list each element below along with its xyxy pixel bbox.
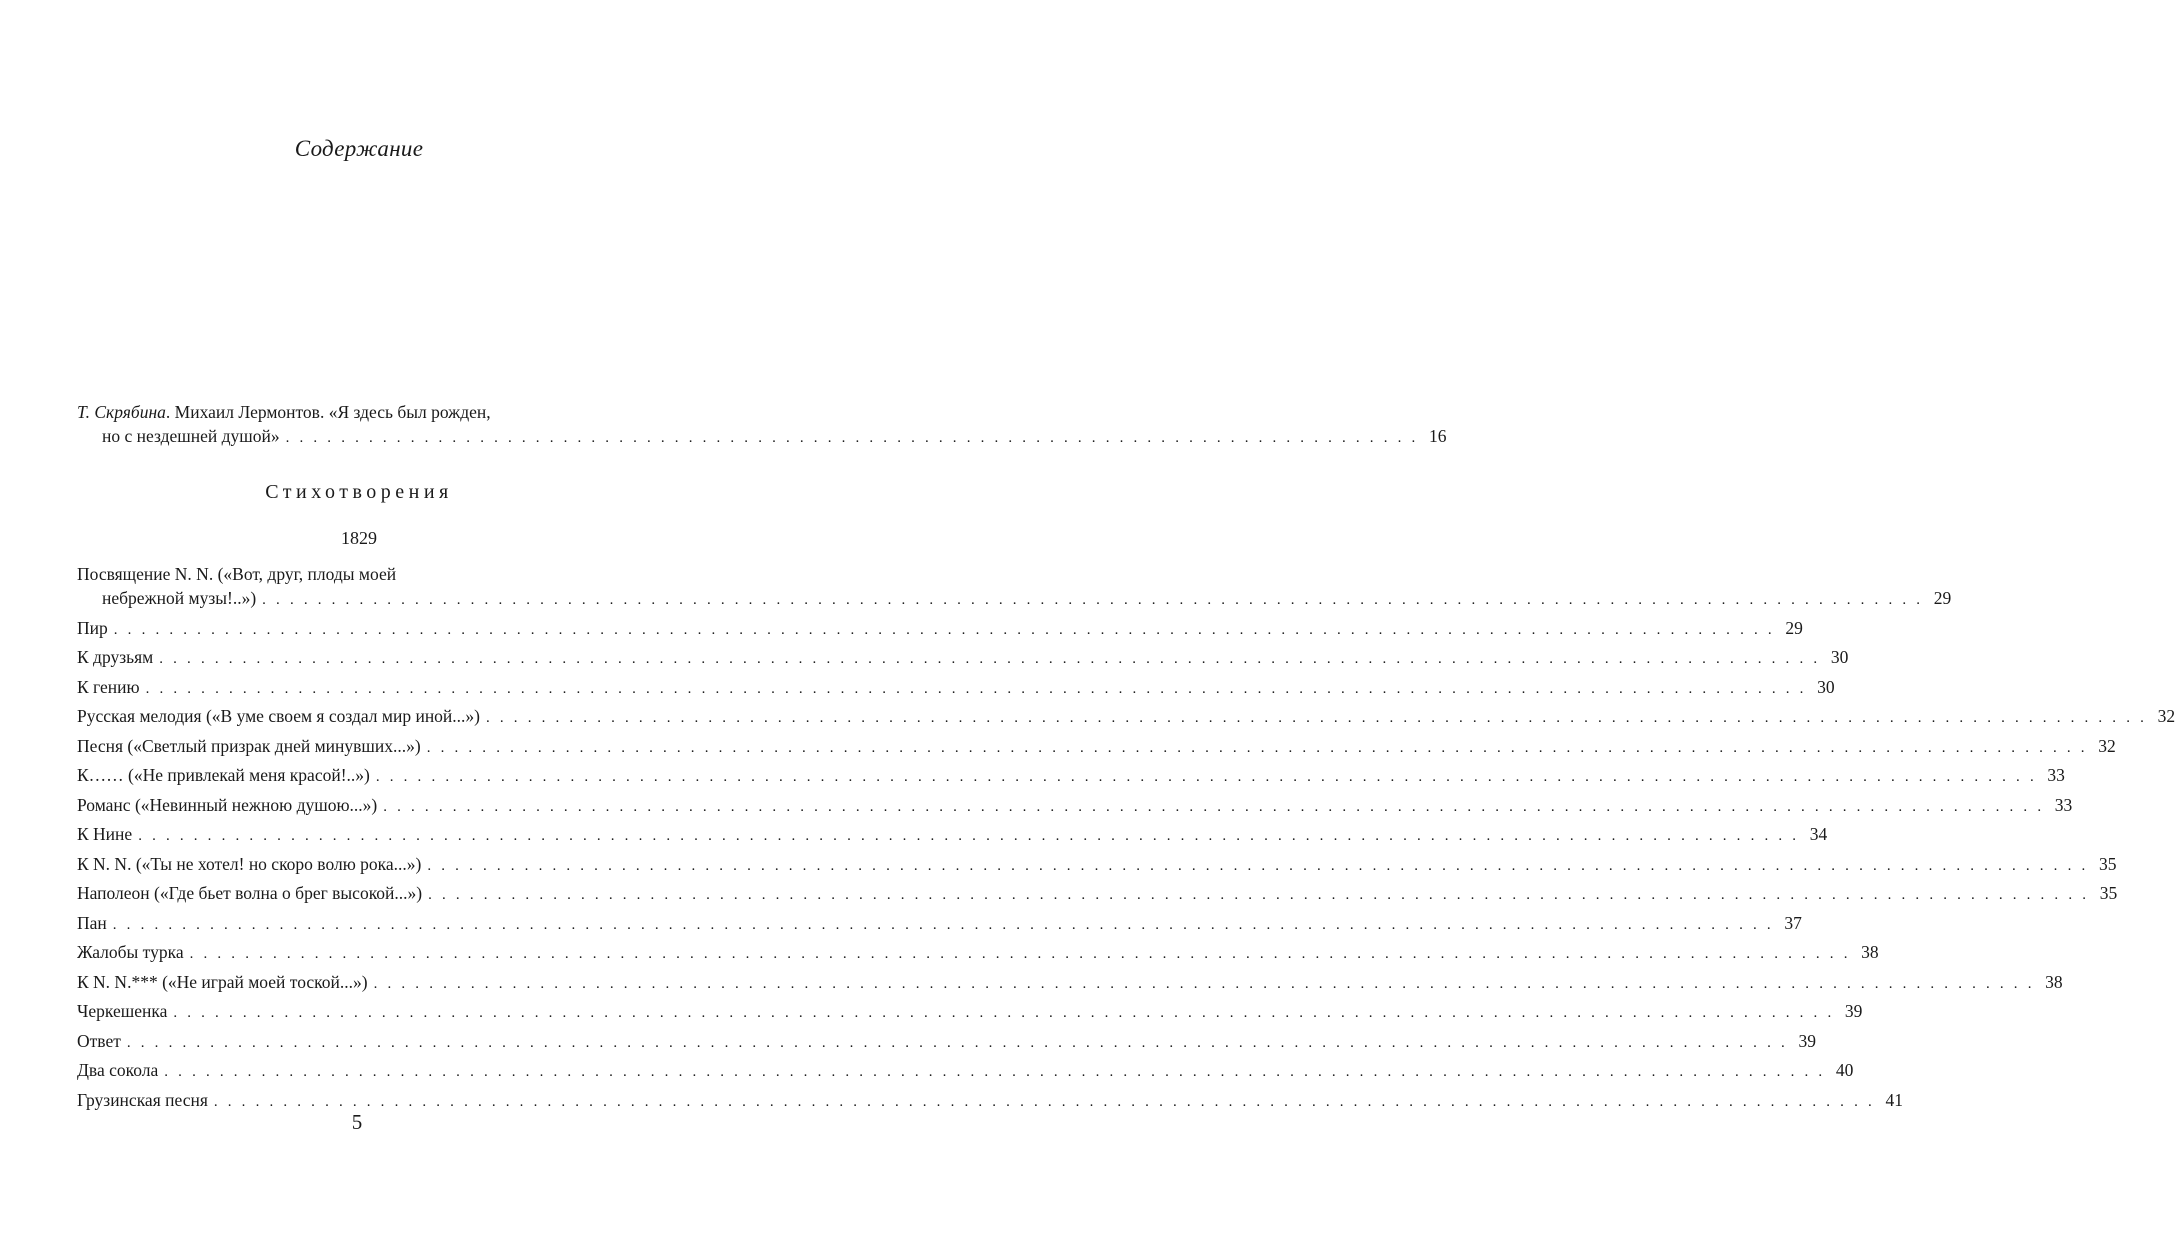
toc-entry-page-number: 38 (1861, 942, 1879, 962)
toc-entry (77, 970, 2063, 996)
intro-page-number: 16 (1428, 426, 1447, 446)
toc-entry-title: К друзьям (77, 647, 154, 667)
toc-entry-line (77, 645, 1849, 671)
toc-entry (77, 675, 1835, 701)
toc-entry-page-number: 30 (1830, 647, 1849, 667)
toc-entry-page-number: 30 (1817, 676, 1835, 697)
toc-entry (77, 1029, 1816, 1055)
toc-entry-line (77, 734, 2116, 760)
toc-entry (77, 616, 1803, 642)
toc-entry-line (77, 881, 2118, 907)
toc-entry-page-number: 41 (1885, 1089, 1903, 1110)
dot-leader: . . . . . . . . . . . . . . . . . . . . . . . . . . . . . . . . . . . . . . . . . . . . . . . . . . . . . . . . . . . . . . . . . . . . . . . . . . . . . . . . . . . . . . . . . . . . . . . . . . . . . . . . . . . . . . . . . . . . . . . . (373, 975, 2035, 992)
toc-entry-title: Черкешенка (77, 1001, 168, 1021)
toc-entry-line (77, 1058, 1854, 1084)
toc-entry-title: К N. N.*** («Не играй моей тоской...») (77, 971, 368, 992)
toc-entry (77, 822, 1828, 848)
toc-entry (77, 881, 2118, 907)
toc-entry-line (77, 586, 1952, 612)
dot-leader: . . . . . . . . . . . . . . . . . . . . . . . . . . . . . . . . . . . . . . . . . . . . . . . . . . . . . . . . . . . . . . . . . . . . . . . . . . . . . . . . . . . . . . . . . . . . . . . . . . . . . . . . . . . . . . . . . . . . . . . . (426, 739, 2088, 756)
page-title: Содержание (294, 136, 424, 161)
dot-leader: . . . . . . . . . . . . . . . . . . . . . . . . . . . . . . . . . . . . . . . . . . . . . . . . . . . . . . . . . . . . . . . . . . . . . . . . . . . . . . . . . . . . . . . . . . . . . . . . . . . . . . . . . . . . . . . . . . . . . . . . (213, 1093, 1875, 1110)
toc-entry-line (77, 970, 2063, 996)
toc-entry (77, 562, 1952, 612)
toc-entry-line (77, 852, 2117, 878)
toc-entry-page-number: 39 (1844, 1001, 1863, 1021)
toc-entry-line (77, 793, 2073, 819)
toc-entry-line (77, 822, 1828, 848)
toc-entry-title: Русская мелодия («В уме своем я создал мир иной...») (77, 706, 480, 726)
section-heading: Стихотворения (265, 481, 453, 503)
toc-entry-title: небрежной музы!..») (102, 588, 257, 608)
toc-entry (77, 704, 2175, 730)
dot-leader: . . . . . . . . . . . . . . . . . . . . . . . . . . . . . . . . . . . . . . . . . . . . . . . . . . . . . . . . . . . . . . . . . . . . . . . . . . . . . . . . . . . . . . . . . . . . . . . . . . . . . . . . . . . . . . . . . . . . . . . . (427, 857, 2089, 874)
dot-leader: . . . . . . . . . . . . . . . . . . . . . . . . . . . . . . . . . . . . . . . . . . . . . . . . . . . . . . . . . . . . . . . . . . . . . . . . . . . . . . . . . . . . . . . . . . . . . . . . . . . . . . . . . . . . . . . . . . . . . . . . (159, 651, 1821, 667)
toc-entry-title: Песня («Светлый призрак дней минувших...») (77, 735, 421, 756)
dot-leader: . . . . . . . . . . . . . . . . . . . . . . . . . . . . . . . . . . . . . . . . . . . . . . . . . . . . . . . . . . . . . . . . . . . . . . . . . . . . . . . . . . . . . . . . . . . . . . . . . . . . . . . . . . . . . . . . . . . . . . . . (138, 828, 1800, 844)
toc-entry-page-number: 35 (2098, 853, 2117, 874)
toc-entry-title: Пир (77, 617, 108, 638)
dot-leader: . . . . . . . . . . . . . . . . . . . . . . . . . . . . . . . . . . . . . . . . . . . . . . . . . . . . . . . . . . . . . . . . . . . . . . . . . . . . . . . . . . . . . . . . . . . . . . . . . . . . . . . . . . . . . . . . . . . . . . . . (383, 798, 2045, 815)
toc-entry-page-number: 40 (1835, 1060, 1854, 1080)
toc-entry-title: К гению (77, 676, 140, 697)
dot-leader: . . . . . . . . . . . . . . . . . . . . . . . . . . . . . . . . . . . . . . . . . . . . . . . . . . . . . . . . . . . . . . . . . . . . . . . . . . . . . . . . . . (285, 430, 1419, 446)
toc-entry-page-number: 33 (2054, 794, 2073, 815)
toc-entry-title: Грузинская песня (77, 1089, 208, 1110)
dot-leader: . . . . . . . . . . . . . . . . . . . . . . . . . . . . . . . . . . . . . . . . . . . . . . . . . . . . . . . . . . . . . . . . . . . . . . . . . . . . . . . . . . . . . . . . . . . . . . . . . . . . . . . . . . . . . . . . . . . . . . . . (262, 592, 1924, 608)
toc-entry-page-number: 39 (1798, 1030, 1816, 1051)
intro-title-line-1: Михаил Лермонтов. «Я здесь был рожден, (170, 402, 491, 422)
toc-entry-line (77, 1029, 1816, 1055)
intro-line-1 (77, 400, 638, 424)
toc-entry (77, 793, 2073, 819)
toc-entry-line (77, 940, 1879, 966)
toc-entry-line (77, 999, 1863, 1025)
toc-entry (77, 1058, 1854, 1084)
toc-entry-title-line-1: Посвящение N. N. («Вот, друг, плоды моей (77, 564, 397, 584)
folio-page-number: 5 (351, 1110, 363, 1134)
intro-author-separator: . (165, 402, 171, 422)
toc-entry-title: Романс («Невинный нежною душою...») (77, 794, 378, 815)
intro-line-2 (77, 424, 1447, 450)
toc-entry-line (77, 616, 1803, 642)
dot-leader: . . . . . . . . . . . . . . . . . . . . . . . . . . . . . . . . . . . . . . . . . . . . . . . . . . . . . . . . . . . . . . . . . . . . . . . . . . . . . . . . . . . . . . . . . . . . . . . . . . . . . . . . . . . . . . . . . . . . . . . . (145, 680, 1807, 697)
toc-entry (77, 999, 1863, 1025)
toc-entry-title: Жалобы турка (77, 942, 184, 962)
intro-author: Т. Скрябина (77, 402, 166, 422)
toc-entry-title: К…… («Не привлекай меня красой!..») (77, 765, 370, 785)
toc-entry-title: Наполеон («Где бьет волна о брег высокой...») (77, 883, 423, 903)
toc-entry-title: Пан (77, 912, 107, 933)
toc-entry (77, 911, 1802, 937)
toc-entry (77, 763, 2065, 789)
toc-list (77, 562, 2175, 1117)
dot-leader: . . . . . . . . . . . . . . . . . . . . . . . . . . . . . . . . . . . . . . . . . . . . . . . . . . . . . . . . . . . . . . . . . . . . . . . . . . . . . . . . . . . . . . . . . . . . . . . . . . . . . . . . . . . . . . . . . . . . . . . . (486, 710, 2148, 726)
toc-entry (77, 734, 2116, 760)
toc-entry-page-number: 32 (2098, 735, 2116, 756)
toc-entry-page-number: 35 (2099, 883, 2118, 903)
year-heading: 1829 (341, 528, 377, 548)
toc-entry-line (77, 911, 1802, 937)
dot-leader: . . . . . . . . . . . . . . . . . . . . . . . . . . . . . . . . . . . . . . . . . . . . . . . . . . . . . . . . . . . . . . . . . . . . . . . . . . . . . . . . . . . . . . . . . . . . . . . . . . . . . . . . . . . . . . . . . . . . . . . . (113, 621, 1775, 638)
toc-entry-page-number: 29 (1933, 588, 1952, 608)
intro-entry (77, 400, 1447, 450)
toc-entry-page-number: 32 (2157, 706, 2175, 726)
toc-entry-line (77, 763, 2065, 789)
dot-leader: . . . . . . . . . . . . . . . . . . . . . . . . . . . . . . . . . . . . . . . . . . . . . . . . . . . . . . . . . . . . . . . . . . . . . . . . . . . . . . . . . . . . . . . . . . . . . . . . . . . . . . . . . . . . . . . . . . . . . . . . (189, 946, 1851, 962)
toc-entry-page-number: 37 (1784, 912, 1802, 933)
toc-entry-page-number: 38 (2045, 971, 2063, 992)
toc-entry-title: Два сокола (77, 1060, 159, 1080)
dot-leader: . . . . . . . . . . . . . . . . . . . . . . . . . . . . . . . . . . . . . . . . . . . . . . . . . . . . . . . . . . . . . . . . . . . . . . . . . . . . . . . . . . . . . . . . . . . . . . . . . . . . . . . . . . . . . . . . . . . . . . . . (112, 916, 1774, 933)
toc-entry-line (77, 704, 2175, 730)
dot-leader: . . . . . . . . . . . . . . . . . . . . . . . . . . . . . . . . . . . . . . . . . . . . . . . . . . . . . . . . . . . . . . . . . . . . . . . . . . . . . . . . . . . . . . . . . . . . . . . . . . . . . . . . . . . . . . . . . . . . . . . . (428, 887, 2090, 903)
toc-entry-title: Ответ (77, 1030, 121, 1051)
toc-entry-title: К N. N. («Ты не хотел! но скоро волю рока...») (77, 853, 422, 874)
toc-entry (77, 940, 1879, 966)
toc-entry (77, 852, 2117, 878)
toc-entry (77, 645, 1849, 671)
toc-entry-page-number: 33 (2047, 765, 2065, 785)
toc-entry-line (77, 675, 1835, 701)
dot-leader: . . . . . . . . . . . . . . . . . . . . . . . . . . . . . . . . . . . . . . . . . . . . . . . . . . . . . . . . . . . . . . . . . . . . . . . . . . . . . . . . . . . . . . . . . . . . . . . . . . . . . . . . . . . . . . . . . . . . . . . . (375, 769, 2037, 785)
intro-title-line-2: но с нездешней душой» (102, 426, 280, 446)
toc-entry-page-number: 34 (1809, 824, 1828, 844)
toc-entry-title: К Нине (77, 824, 133, 844)
dot-leader: . . . . . . . . . . . . . . . . . . . . . . . . . . . . . . . . . . . . . . . . . . . . . . . . . . . . . . . . . . . . . . . . . . . . . . . . . . . . . . . . . . . . . . . . . . . . . . . . . . . . . . . . . . . . . . . . . . . . . . . . (164, 1064, 1826, 1080)
dot-leader: . . . . . . . . . . . . . . . . . . . . . . . . . . . . . . . . . . . . . . . . . . . . . . . . . . . . . . . . . . . . . . . . . . . . . . . . . . . . . . . . . . . . . . . . . . . . . . . . . . . . . . . . . . . . . . . . . . . . . . . . (126, 1034, 1788, 1051)
toc-entry-page-number: 29 (1785, 617, 1803, 638)
dot-leader: . . . . . . . . . . . . . . . . . . . . . . . . . . . . . . . . . . . . . . . . . . . . . . . . . . . . . . . . . . . . . . . . . . . . . . . . . . . . . . . . . . . . . . . . . . . . . . . . . . . . . . . . . . . . . . . . . . . . . . . . (173, 1005, 1835, 1021)
